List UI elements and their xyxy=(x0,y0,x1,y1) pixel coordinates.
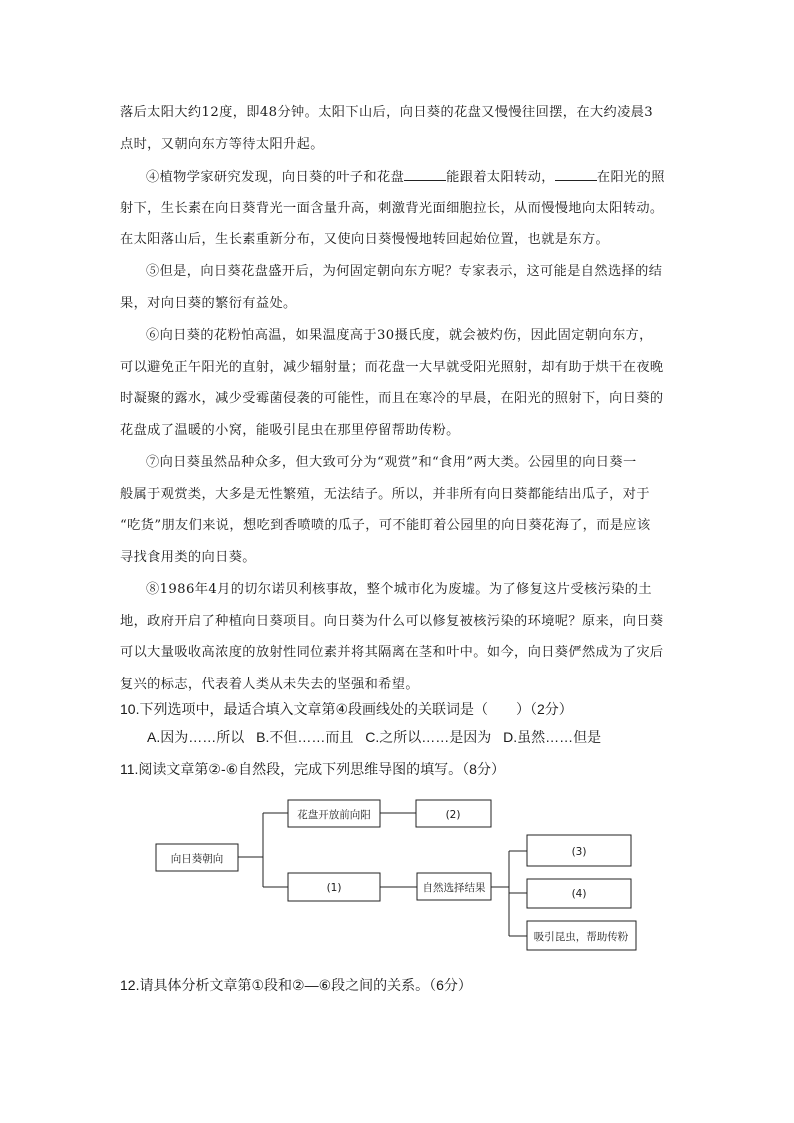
passage-line: 寻找食用类的向日葵。 xyxy=(120,550,256,565)
option-d[interactable]: D.虽然……但是 xyxy=(503,729,602,745)
blank-3-label: (3) xyxy=(571,846,587,858)
paragraph-4-text: 能跟着太阳转动， xyxy=(446,170,555,185)
option-a[interactable]: A.因为……所以 xyxy=(147,729,245,745)
root-label: 向日葵朝向 xyxy=(170,853,224,865)
paragraph-4-text: ④植物学家研究发现，向日葵的叶子和花盘 xyxy=(146,170,405,185)
passage-line: ⑧1986年4月的切尔诺贝利核事故，整个城市化为废墟。为了修复这片受核污染的土 xyxy=(146,582,652,597)
passage-line: 射下，生长素在向日葵背光一面含量升高，刺激背光面细胞拉长，从而慢慢地向太阳转动。 xyxy=(120,201,664,216)
question-12: 12.请具体分析文章第①段和②—⑥段之间的关系。（6分） xyxy=(120,977,472,993)
blank-4-label: (4) xyxy=(571,888,587,900)
middle-label: 自然选择结果 xyxy=(422,882,486,894)
passage-line: 可以大量吸收高浓度的放射性同位素并将其隔离在茎和叶中。如今，向日葵俨然成为了灾后 xyxy=(120,645,664,660)
option-c[interactable]: C.之所以……是因为 xyxy=(365,729,492,745)
leaf-label: 吸引昆虫，帮助传粉 xyxy=(533,931,629,943)
passage-line: 点时，又朝向东方等待太阳升起。 xyxy=(120,137,324,152)
passage-line: ⑤但是，向日葵花盘盛开后，为何固定朝向东方呢？专家表示，这可能是自然选择的结 xyxy=(146,264,663,279)
option-b[interactable]: B.不但……而且 xyxy=(256,729,354,745)
passage-line: ⑥向日葵的花粉怕高温，如果温度高于30摄氏度，就会被灼伤，因此固定朝向东方， xyxy=(146,328,653,343)
branch-top-label: 花盘开放前向阳 xyxy=(297,809,371,821)
passage-line: 时凝聚的露水，减少受霉菌侵袭的可能性，而且在寒冷的早晨，在阳光的照射下，向日葵的 xyxy=(120,391,664,406)
paragraph-4-text: 在阳光的照 xyxy=(596,170,665,185)
passage-line: 复兴的标志，代表着人类从未失去的坚强和希望。 xyxy=(120,677,419,692)
passage-line: 般属于观赏类，大多是无性繁殖，无法结子。所以，并非所有向日葵都能结出瓜子，对于 xyxy=(120,487,650,502)
passage-line: 可以避免正午阳光的直射，减少辐射量；而花盘一大早就受阳光照射，却有助于烘干在夜晚 xyxy=(120,360,664,375)
passage-line: 在太阳落山后，生长素重新分布，又使向日葵慢慢地转回起始位置，也就是东方。 xyxy=(120,232,610,247)
question-10: 10.下列选项中，最适合填入文章第④段画线处的关联词是（ ）（2分） xyxy=(120,701,573,717)
passage-line: 落后太阳大约12度，即48分钟。太阳下山后，向日葵的花盘又慢慢往回摆，在大约凌晨3 xyxy=(120,105,654,120)
question-11: 11.阅读文章第②-⑥自然段，完成下列思维导图的填写。（8分） xyxy=(120,761,505,777)
passage-line: 花盘成了温暖的小窝，能吸引昆虫在那里停留帮助传粉。 xyxy=(120,423,460,438)
blank-1-label: (1) xyxy=(326,882,342,894)
passage-line: 地，政府开启了种植向日葵项目。向日葵为什么可以修复被核污染的环境呢？原来，向日葵 xyxy=(120,614,664,629)
blank-2-label: (2) xyxy=(445,809,461,821)
passage-line: “吃货”朋友们来说，想吃到香喷喷的瓜子，可不能盯着公园里的向日葵花海了，而是应该 xyxy=(120,518,651,533)
passage-line: 果，对向日葵的繁衍有益处。 xyxy=(120,296,297,311)
passage-line: ⑦向日葵虽然品种众多，但大致可分为“观赏”和“食用”两大类。公园里的向日葵一 xyxy=(146,455,637,470)
